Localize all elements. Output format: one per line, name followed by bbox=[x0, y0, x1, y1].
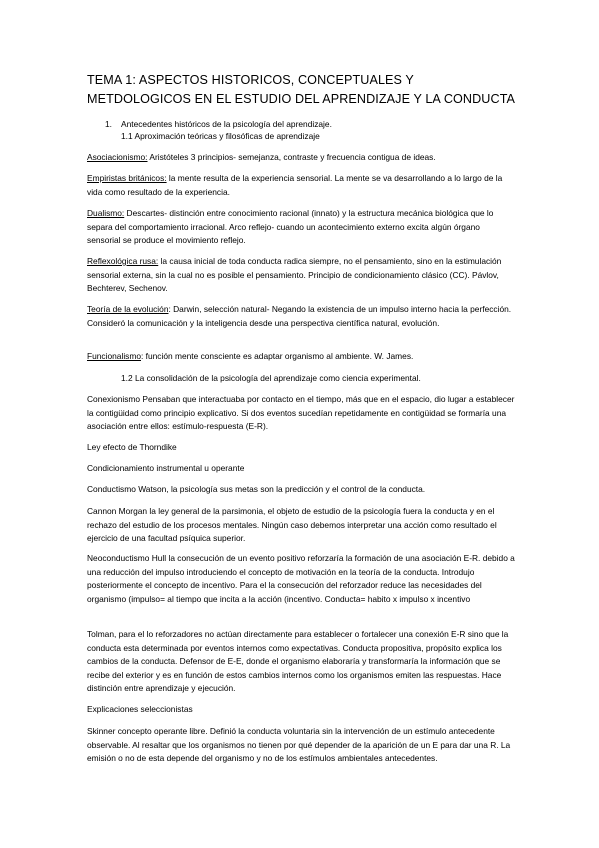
paragraph-evolucion bbox=[87, 303, 515, 330]
term-asociacionismo: Asociacionismo: bbox=[87, 152, 148, 162]
paragraph-condicionamiento: Condicionamiento instrumental u operante bbox=[87, 463, 245, 473]
toc-item-1-number: 1. bbox=[105, 119, 112, 129]
paragraph-ley-efecto: Ley efecto de Thorndike bbox=[87, 442, 177, 452]
term-dualismo: Dualismo: bbox=[87, 208, 125, 218]
paragraph-tolman: Tolman, para el lo reforzadores no actúan directamente para establecer o fortalecer una conexión E-R sino que la conducta esta determinada por eventos internos como expectativas. Conducta propositiva, propósito explica los cambios de la conducta. Defensor de E-E, donde el organismo elaboraría y transformaría la información que se recibe del exterior y es en función de estos cambios internos como los organismos emiten las respuestas. Hace distinción entre aprendizaje y ejecución. bbox=[87, 629, 509, 693]
document-title: TEMA 1: ASPECTOS HISTORICOS, CONCEPTUALES Y METDOLOGICOS EN EL ESTUDIO DEL APRENDIZAJE Y LA CONDUCTA bbox=[87, 73, 516, 106]
toc-item-1-1: 1.1 Aproximación teóricas y filosóficas de aprendizaje bbox=[121, 131, 320, 141]
section-heading-1-2: 1.2 La consolidación de la psicología del aprendizaje como ciencia experimental. bbox=[121, 373, 421, 383]
toc-item-1 bbox=[87, 118, 517, 130]
text-reflexologica: la causa inicial de toda conducta radica siempre, no el pensamiento, sino en la estimulación sensorial externa, sin la cual no es posible el pensamiento. Principio de condicionamiento clásico (CC). Pávlov, Bechterev, Sechenov. bbox=[87, 256, 502, 293]
text-evolucion: : Darwin, selección natural- Negando la existencia de un impulso interno hacia la perfección. Consideró la comunicación y la inteligencia desde una perspectiva científica natural, evolución. bbox=[87, 304, 512, 328]
term-empiristas: Empiristas británicos: bbox=[87, 173, 167, 183]
text-dualismo: Descartes- distinción entre conocimiento racional (innato) y la estructura mecánica biológica que lo separa del comportamiento irracional. Arco reflejo- cuando un acontecimiento externo excita algún órgano sensorial se produce el movimiento reflejo. bbox=[87, 208, 494, 245]
paragraph-watson: Conductismo Watson, la psicología sus metas son la predicción y el control de la conducta. bbox=[87, 484, 426, 494]
text-empiristas: la mente resulta de la experiencia sensorial. La mente se va desarrollando a lo largo de la vida como resultado de la experiencia. bbox=[87, 173, 503, 197]
paragraph-conexionismo: Conexionismo Pensaban que interactuaba por contacto en el tiempo, más que en el espacio, dio lugar a establecer la contigüidad como principio explicativo. Si dos eventos sucedían repetidamente en contigüidad se formaría una asociación entre ellos: estímulo-respuesta (E-R). bbox=[87, 394, 515, 431]
text-asociacionismo: Aristóteles 3 principios- semejanza, contraste y frecuencia contigua de ideas. bbox=[147, 152, 436, 162]
paragraph-empiristas bbox=[87, 172, 515, 199]
paragraph-cannon-morgan: Cannon Morgan la ley general de la parsimonia, el objeto de estudio de la psicología fuera la conducta y en el rechazo del estudio de los procesos mentales. Ningún caso debemos interpretar una acción como resultado el ejercicio de una facultad psíquica superior. bbox=[87, 506, 497, 543]
paragraph-dualismo bbox=[87, 207, 515, 248]
paragraph-neoconductismo: Neoconductismo Hull la consecución de un evento positivo reforzaría la formación de una asociación E-R. debido a una reducción del impulso introduciendo el concepto de motivación en la teoría de la conducta. Introdujo posteriormente el concepto de incentivo. Para el la consecución del reforzador reduce las necesidades del organismo (impulso= al tiempo que incita a la acción (incentivo. Conducta= habito x impulso x incentivo bbox=[87, 553, 515, 604]
term-evolucion: Teoría de la evolución bbox=[87, 304, 169, 314]
toc-item-1-text: Antecedentes históricos de la psicología del aprendizaje. bbox=[121, 119, 332, 129]
text-funcionalismo: : función mente consciente es adaptar organismo al ambiente. W. James. bbox=[141, 351, 414, 361]
table-of-contents bbox=[87, 118, 517, 142]
paragraph-asociacionismo bbox=[87, 151, 515, 165]
term-reflexologica: Reflexológica rusa: bbox=[87, 256, 159, 266]
paragraph-skinner: Skinner concepto operante libre. Definió la conducta voluntaria sin la intervención de un estímulo antecedente observable. Al resaltar que los organismos no tienen por qué depender de la aparición de un E para dar una R. La emisión o no de esta depende del organismo y no de los estímulos ambientales antecedentes. bbox=[87, 726, 511, 763]
paragraph-funcionalismo bbox=[87, 350, 515, 364]
paragraph-explicaciones: Explicaciones seleccionistas bbox=[87, 704, 193, 714]
term-funcionalismo: Funcionalismo bbox=[87, 351, 141, 361]
paragraph-reflexologica bbox=[87, 255, 515, 296]
